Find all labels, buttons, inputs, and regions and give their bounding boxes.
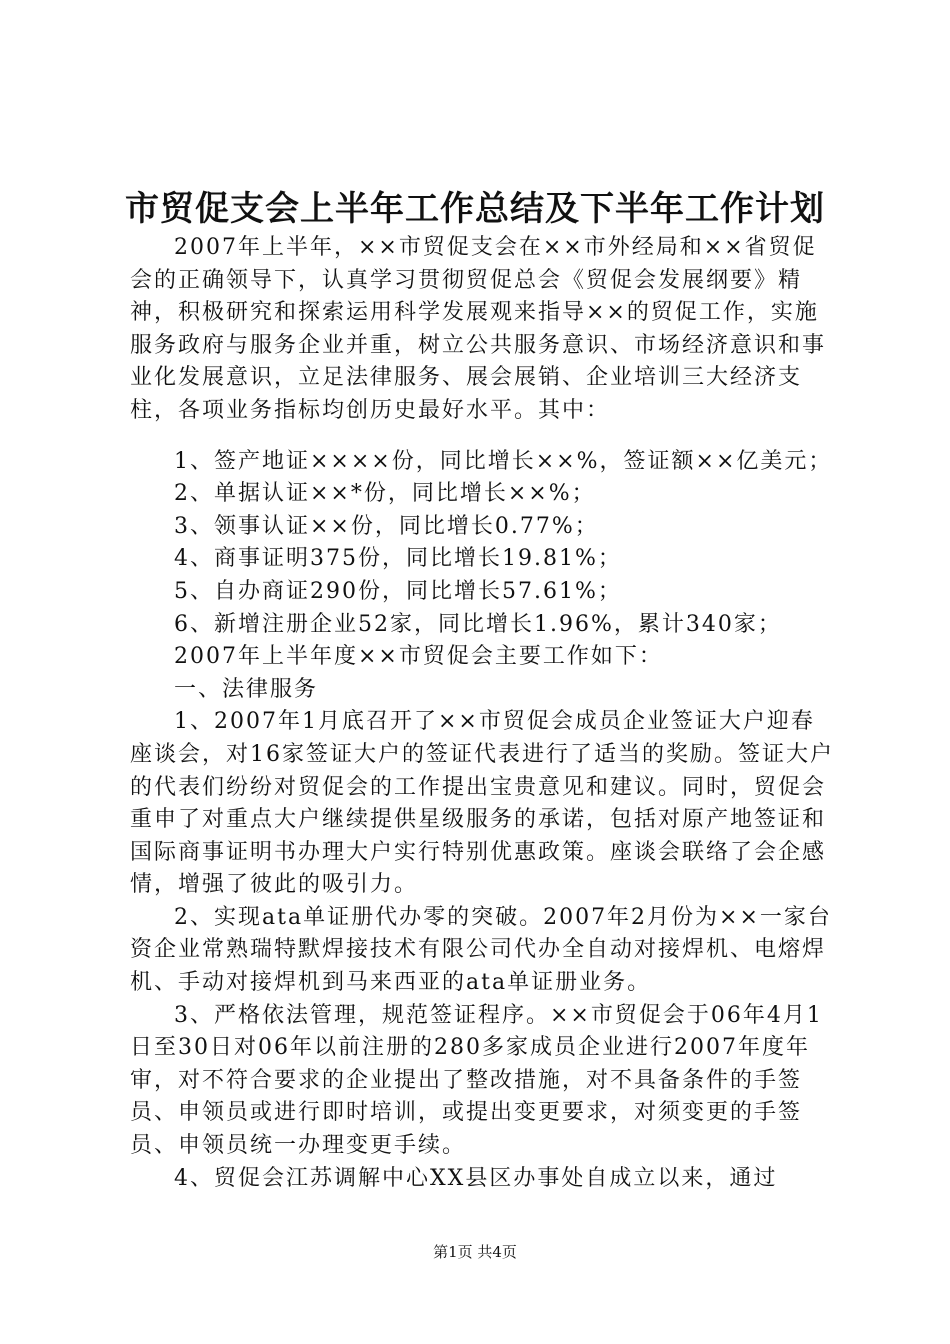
stat-item-4: 4、商事证明375份，同比增长19.81%； bbox=[174, 546, 622, 572]
section-heading-legal-services: 一、法律服务 bbox=[174, 676, 319, 702]
legal-item-3: 3、严格依法管理，规范签证程序。××市贸促会于06年4月1日至30日对06年以前注册的280多家成员企业进行2007年度年审，对不符合要求的企业提出了整改措施，对不具备条件的手签员、申领员或进行即时培训，或提出变更要求，对须变更的手签员、申领员统一办理变更手续。 bbox=[130, 1002, 823, 1159]
legal-item-4: 4、贸促会江苏调解中心XX县区办事处自成立以来，通过 bbox=[174, 1165, 778, 1191]
stat-item-6: 6、新增注册企业52家，同比增长1.96%，累计340家； bbox=[174, 611, 782, 637]
stat-item-2: 2、单据认证××*份，同比增长××%； bbox=[174, 481, 596, 507]
stat-item-5: 5、自办商证290份，同比增长57.61%； bbox=[174, 578, 622, 604]
stat-item-3: 3、领事认证××份，同比增长0.77%； bbox=[174, 513, 599, 539]
intro-paragraph: 2007年上半年，××市贸促支会在××市外经局和××省贸促会的正确领导下，认真学习贯彻贸促总会《贸促会发展纲要》精神，积极研究和探索运用科学发展观来指导××的贸促工作，实施服务政府与服务企业并重，树立公共服务意识、市场经济意识和事业化发展意识，立足法律服务、展会展销、企业培训三大经济支柱，各项业务指标均创历史最好水平。其中： bbox=[130, 235, 827, 423]
page-number-footer: 第1页 共4页 bbox=[433, 1243, 517, 1261]
legal-item-1: 1、2007年1月底召开了××市贸促会成员企业签证大户迎春座谈会，对16家签证大户的签证代表进行了适当的奖励。签证大户的代表们纷纷对贸促会的工作提出宝贵意见和建议。同时，贸促会重申了对重点大户继续提供星级服务的承诺，包括对原产地签证和国际商事证明书办理大户实行特别优惠政策。座谈会联络了会企感情，增强了彼此的吸引力。 bbox=[130, 709, 834, 898]
document-title: 市贸促支会上半年工作总结及下半年工作计划 bbox=[125, 189, 825, 229]
document-body bbox=[130, 232, 835, 1195]
legal-item-2: 2、实现ata单证册代办零的突破。2007年2月份为××一家台资企业常熟瑞特默焊接技术有限公司代办全自动对接焊机、电熔焊机、手动对接焊机到马来西亚的ata单证册业务。 bbox=[130, 904, 832, 996]
work-summary-intro: 2007年上半年度××市贸促会主要工作如下： bbox=[174, 644, 663, 670]
stat-item-1: 1、签产地证××××份，同比增长××%，签证额××亿美元； bbox=[174, 448, 833, 474]
